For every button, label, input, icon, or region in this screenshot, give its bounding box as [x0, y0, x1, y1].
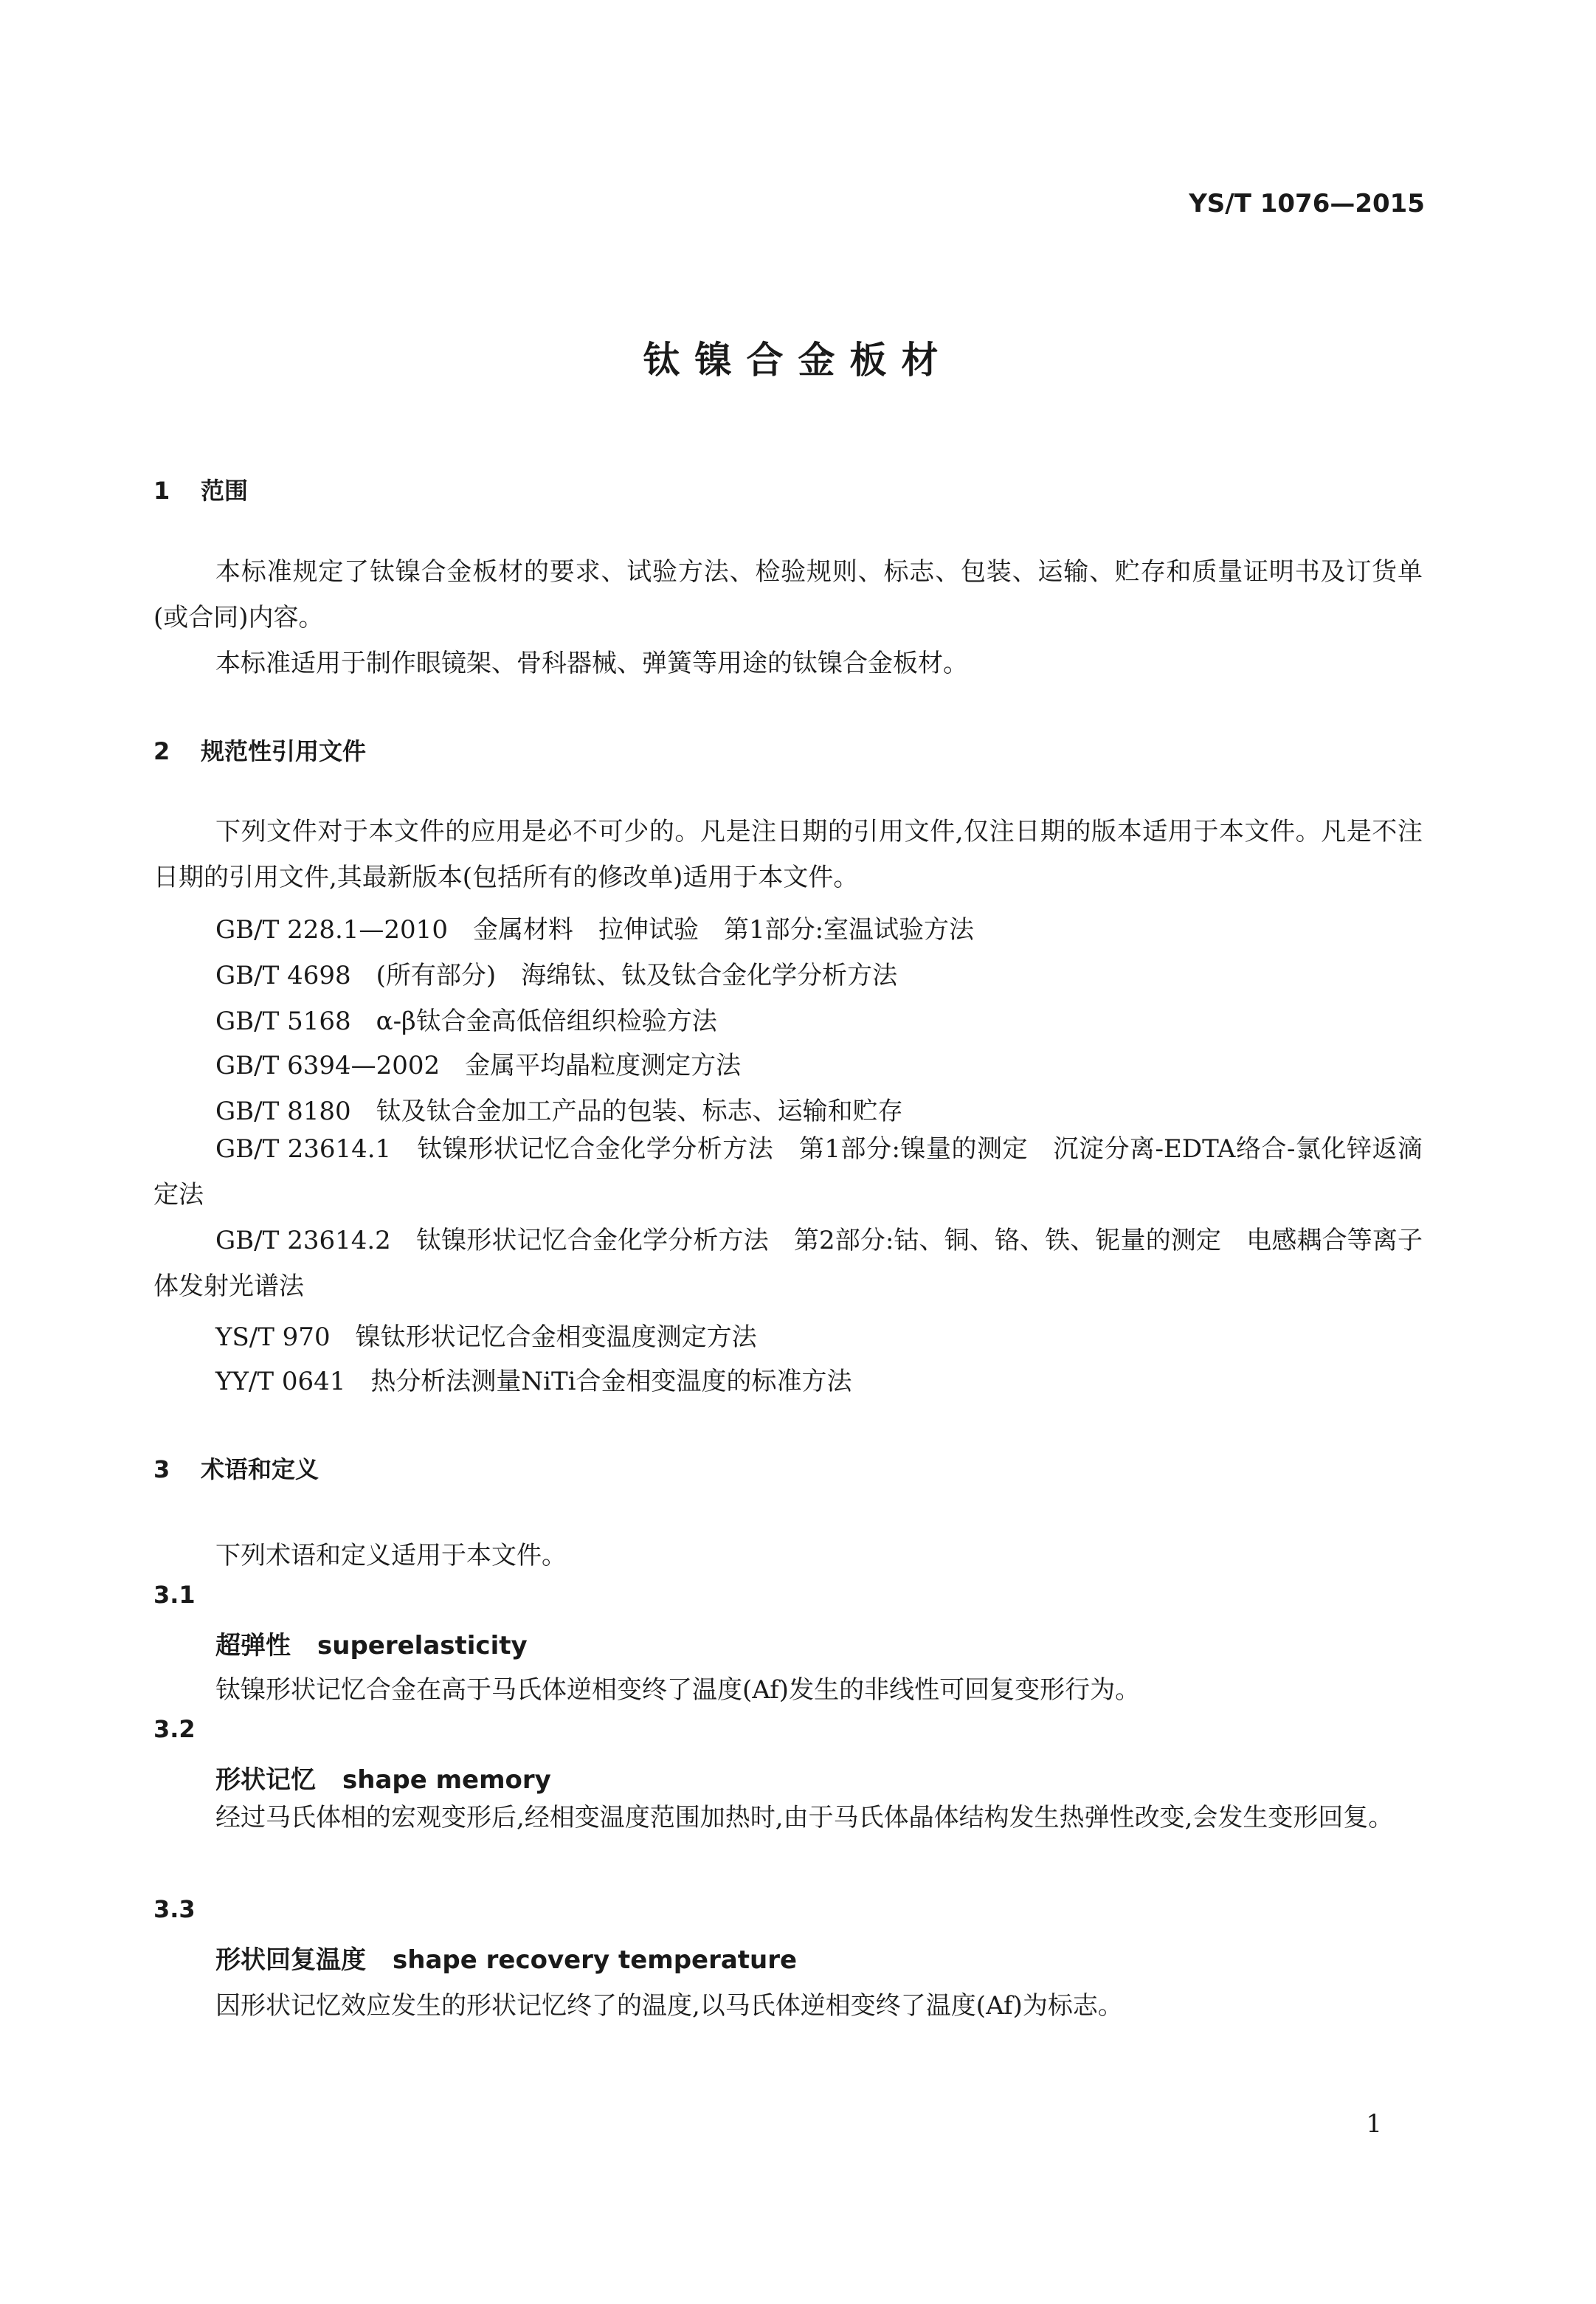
section-title: 规范性引用文件 — [201, 737, 367, 765]
term-heading — [215, 1759, 551, 1796]
section-title: 术语和定义 — [201, 1455, 319, 1483]
section-number: 2 — [153, 737, 170, 765]
standard-code: YS/T 1076—2015 — [1189, 189, 1425, 218]
term-english: shape recovery temperature — [393, 1945, 798, 1975]
term-number: 3.3 — [153, 1895, 196, 1923]
section-title: 范围 — [201, 477, 249, 505]
reference-item: GB/T 8180 钛及钛合金加工产品的包装、标志、运输和贮存 — [215, 1097, 903, 1126]
term-definition: 钛镍形状记忆合金在高于马氏体逆相变终了温度(Af)发生的非线性可回复变形行为。 — [215, 1675, 1141, 1705]
reference-item: GB/T 4698 (所有部分) 海绵钛、钛及钛合金化学分析方法 — [215, 961, 898, 990]
reference-item: YS/T 970 镍钛形状记忆合金相变温度测定方法 — [215, 1322, 757, 1352]
reference-item: YY/T 0641 热分析法测量NiTi合金相变温度的标准方法 — [215, 1367, 852, 1396]
term-chinese: 形状记忆 — [215, 1765, 316, 1795]
term-heading — [215, 1939, 797, 1976]
page-number: 1 — [1366, 2109, 1382, 2139]
reference-item: GB/T 23614.2 钛镍形状记忆合金化学分析方法 第2部分:钴、铜、铬、铁、铌量的测定 电感耦合等离子体发射光谱法 — [153, 1226, 1423, 1301]
section-3-heading — [153, 1451, 319, 1485]
term-chinese: 形状回复温度 — [215, 1945, 366, 1975]
normative-intro: 下列文件对于本文件的应用是必不可少的。凡是注日期的引用文件,仅注日期的版本适用于本文件。凡是不注日期的引用文件,其最新版本(包括所有的修改单)适用于本文件。 — [153, 817, 1423, 892]
terms-intro: 下列术语和定义适用于本文件。 — [215, 1541, 567, 1570]
reference-item: GB/T 23614.1 钛镍形状记忆合金化学分析方法 第1部分:镍量的测定 沉淀分离-EDTA络合-氯化锌返滴定法 — [153, 1134, 1423, 1210]
section-number: 1 — [153, 477, 170, 505]
term-number: 3.1 — [153, 1581, 196, 1609]
section-2-heading — [153, 733, 366, 767]
term-number: 3.2 — [153, 1715, 196, 1743]
section-number: 3 — [153, 1455, 170, 1483]
scope-paragraph-2: 本标准适用于制作眼镜架、骨科器械、弹簧等用途的钛镍合金板材。 — [215, 649, 968, 678]
term-chinese: 超弹性 — [215, 1631, 291, 1660]
reference-item: GB/T 6394—2002 金属平均晶粒度测定方法 — [215, 1051, 742, 1080]
section-1-heading — [153, 472, 248, 506]
term-definition: 经过马氏体相的宏观变形后,经相变温度范围加热时,由于马氏体晶体结构发生热弹性改变,会发生变形回复。 — [215, 1803, 1394, 1832]
term-heading — [215, 1625, 528, 1661]
term-english: superelasticity — [317, 1631, 528, 1660]
document-title: 钛镍合金板材 — [643, 339, 953, 382]
term-english: shape memory — [342, 1765, 551, 1795]
reference-item: GB/T 5168 α-β钛合金高低倍组织检验方法 — [215, 1007, 717, 1036]
term-definition: 因形状记忆效应发生的形状记忆终了的温度,以马氏体逆相变终了温度(Af)为标志。 — [215, 1991, 1123, 2021]
reference-item: GB/T 228.1—2010 金属材料 拉伸试验 第1部分:室温试验方法 — [215, 915, 975, 945]
scope-paragraph-1: 本标准规定了钛镍合金板材的要求、试验方法、检验规则、标志、包装、运输、贮存和质量证明书及订货单(或合同)内容。 — [153, 557, 1423, 632]
